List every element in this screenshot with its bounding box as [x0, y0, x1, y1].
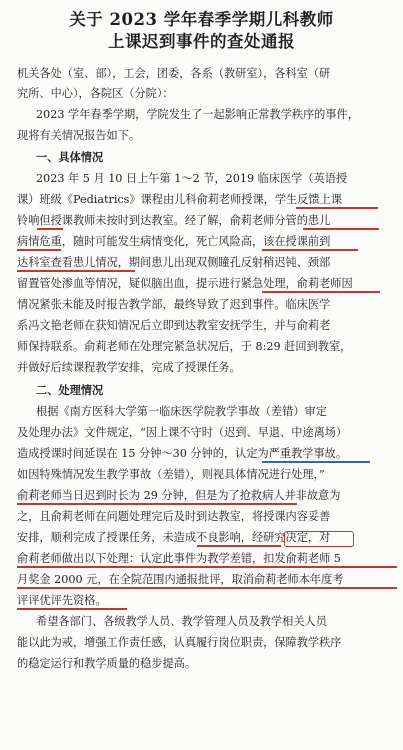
section-heading-2: 二、处理情况	[36, 383, 104, 397]
annotation-underline	[37, 228, 63, 230]
body-line: 2023 学年春季学期，学院发生了一起影响正常教学秩序的事件，	[36, 108, 359, 121]
annotation-underline	[262, 291, 380, 293]
annotation-underline	[296, 207, 378, 209]
annotation-underline	[197, 545, 281, 547]
body-line: 达科室查看患儿情况，期间患儿出现双侧瞳孔反射稍迟钝、颈部	[17, 256, 331, 269]
body-line: 究所、中心），各院区（分院）：	[17, 87, 174, 100]
body-line: 机关各处（室、部），工会，团委，各系（教研室），各科室（研	[17, 67, 331, 80]
body-line: 俞莉老师当日迟到时长为 29 分钟，但是为了抢救病人并非故意为	[17, 489, 341, 502]
annotation-underline	[17, 503, 297, 505]
document-title-line-1: 关于 2023 学年春季学期儿科教师	[69, 10, 334, 29]
body-line: 造成授课时间延误在 15 分钟～30 分钟的，认定为严重教学事故。	[17, 447, 348, 460]
body-line: 铃响但授课教师未按时到达教室。经了解，俞莉老师分管的患儿	[17, 214, 331, 227]
annotation-box	[284, 531, 354, 547]
body-line: 师保持联系。俞莉老师在处理完紧急状况后，于 8:29 赶回到教室，	[17, 340, 352, 353]
body-line: 留置管处渗血等情况，疑似脑出血，提示进行紧急处理，俞莉老师因	[17, 277, 353, 290]
annotation-underline	[262, 461, 370, 463]
body-line: 病情危重，随时可能发生病情变化，死亡风险高，该在授课前到	[17, 235, 331, 248]
annotation-underline	[17, 587, 397, 589]
body-line: 俞莉老师做出以下处理：认定此事件为教学差错，扣发俞莉老师 5	[17, 552, 341, 565]
body-line: 之，且俞莉老师在问题处理完后及时到达教室，将授课内容妥善	[17, 510, 331, 523]
section-heading-1: 一、具体情况	[36, 150, 104, 164]
body-line: 如因特殊情况发生教学事故（差错），则视具体情况进行处理，”	[17, 468, 325, 481]
body-line: 系冯文艳老师在获知情况后立即到达教室安抚学生，并与俞莉老	[17, 319, 331, 332]
body-line: 课）班级《Pediatrics》课程由儿科俞莉老师授课，学生反馈上课	[17, 193, 342, 206]
body-line: 2023 年 5 月 10 日上午第 1～2 节，2019 临床医学（英语授	[36, 172, 348, 185]
annotation-underline	[262, 249, 358, 251]
body-line: 根据《南方医科大学第一临床医学院教学事故（差错）审定	[36, 405, 327, 418]
body-line: 月奖金 2000 元，在全院范围内通报批评，取消俞莉老师本年度考	[17, 573, 344, 586]
body-line: 现将有关情况报告如下。	[17, 129, 141, 142]
body-line: 希望各部门、各级教学人员、教学管理人员及教学相关人员	[36, 615, 327, 628]
annotation-underline	[17, 270, 135, 272]
annotation-underline	[17, 249, 61, 251]
body-line: 的稳定运行和教学质量的稳步提高。	[17, 657, 197, 670]
annotation-underline	[303, 228, 379, 230]
body-line: 安排，顺利完成了授课任务，未造成不良影响，经研究决定，对	[17, 531, 331, 544]
body-line: 能以此为戒，增强工作责任感，认真履行岗位职责，保障教学秩序	[17, 636, 342, 649]
body-line: 及处理办法》文件规定，“因上课不守时（迟到、早退、中途离场）	[17, 426, 348, 439]
annotation-underline	[17, 566, 397, 568]
body-line: 并做好后续课程教学安排，完成了授课任务。	[17, 361, 241, 374]
annotation-underline	[17, 608, 127, 610]
document-title-line-2: 上课迟到事件的查处通报	[108, 32, 295, 51]
body-line: 评评优评先资格。	[17, 594, 107, 607]
body-line: 情况紧张未能及时报告教学部，最终导致了迟到事件。临床医学	[17, 298, 331, 311]
